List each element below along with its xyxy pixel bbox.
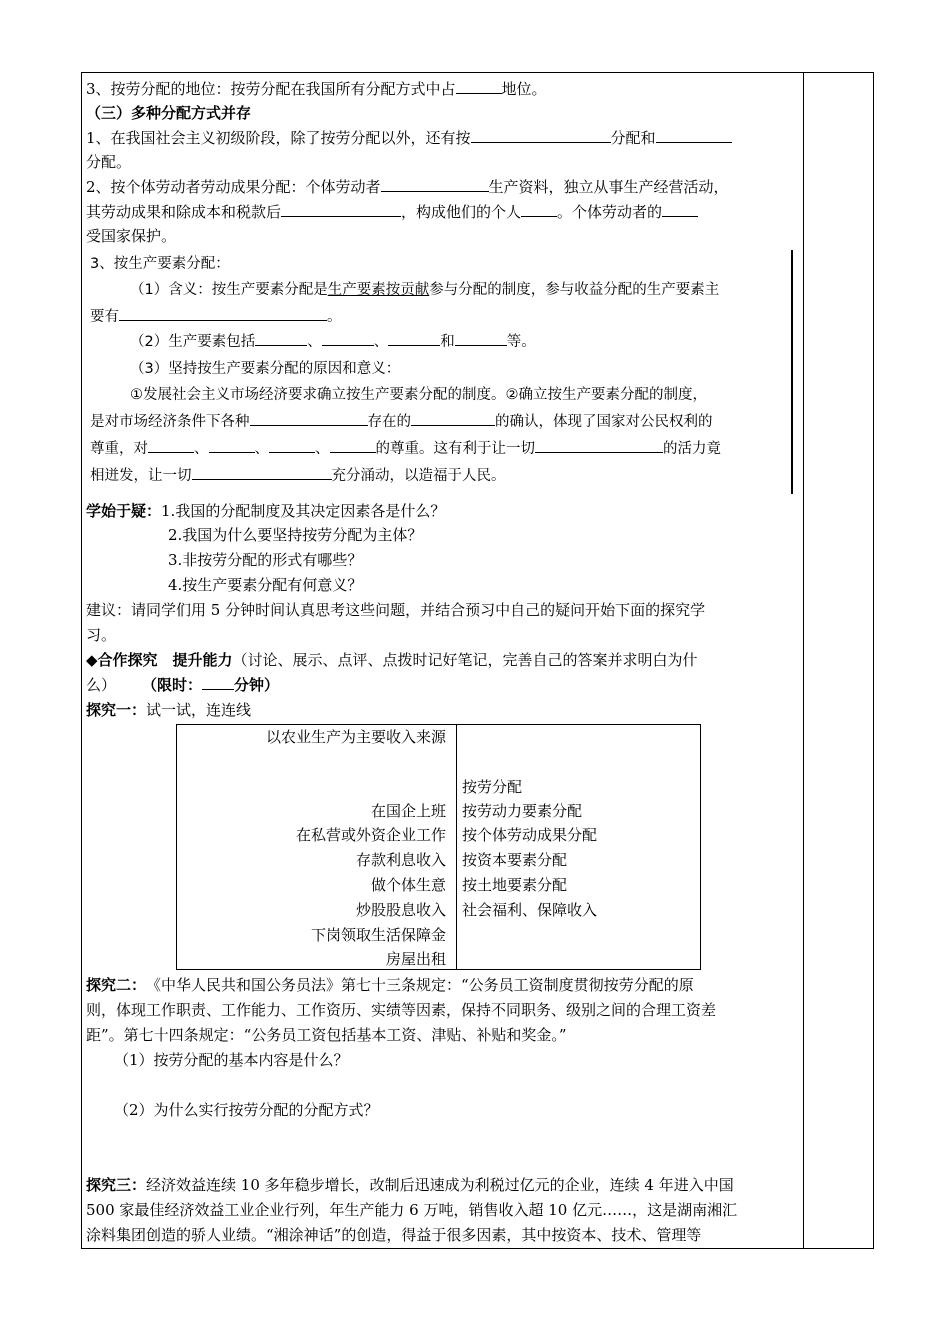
explore2-line-3: 距”。第七十四条规定：“公务员工资包括基本工资、津贴、补贴和奖金。” xyxy=(86,1026,567,1044)
match-source-item[interactable]: 在私营或外资企业工作 xyxy=(295,826,446,844)
answer-blank[interactable] xyxy=(192,465,332,480)
match-source-item[interactable]: 在国企上班 xyxy=(370,802,446,820)
item1-line: 1、在我国社会主义初级阶段，除了按劳分配以外，还有按 分配和 xyxy=(86,127,732,149)
item3-factors: （2）生产要素包括 、 、 和 等。 xyxy=(130,331,536,353)
notes-column xyxy=(804,72,874,1249)
answer-blank[interactable] xyxy=(411,411,495,426)
answer-blank[interactable] xyxy=(148,438,194,453)
coop-title: ◆合作探究 提升能力（讨论、展示、点评、点拨时记好笔记，完善自己的答案并求明白为什 xyxy=(86,651,698,669)
item2-line-3: 受国家保护。 xyxy=(86,227,177,245)
explore1-title: 探究一：试一试，连连线 xyxy=(86,701,252,719)
match-source-item[interactable]: 做个体生意 xyxy=(370,876,446,894)
answer-blank[interactable] xyxy=(322,331,374,346)
position-line: 3、按劳分配的地位：按劳分配在我国所有分配方式中占 地位。 xyxy=(86,80,547,98)
item3-definition: （1）含义：按生产要素分配是生产要素按贡献参与分配的制度，参与收益分配的生产要素主 xyxy=(130,282,720,298)
match-source-item[interactable]: 房屋出租 xyxy=(385,950,446,968)
match-target-item[interactable]: 按劳分配 xyxy=(462,778,523,796)
explore2-line-1: 探究二： 《中华人民共和国公务员法》第七十三条规定：“公务员工资制度贯彻按劳分配的原 xyxy=(86,976,694,994)
answer-blank[interactable] xyxy=(471,128,611,143)
match-source-item[interactable]: 存款利息收入 xyxy=(355,851,446,869)
answer-blank[interactable] xyxy=(456,79,502,94)
explore2-question-2: （2）为什么实行按劳分配的分配方式？ xyxy=(114,1101,379,1119)
answer-blank[interactable] xyxy=(656,128,732,143)
answer-blank[interactable] xyxy=(250,411,368,426)
answer-blank[interactable] xyxy=(255,331,307,346)
answer-blank[interactable] xyxy=(281,202,401,217)
matching-table-divider xyxy=(456,724,457,970)
coop-limit: 么） （限时： 分钟） xyxy=(86,676,280,694)
explore2-line-2: 则，体现工作职责、工作能力、工作资历、实绩等因素，保持不同职务、级别之间的合理工资差 xyxy=(86,1001,717,1019)
item3-reason-line-3: 尊重，对 、 、 、 的尊重。这有利于让一切 的活力竟 xyxy=(90,438,721,460)
item2-line-2: 其劳动成果和除成本和税款后 ，构成他们的个人 。个体劳动者的 xyxy=(86,201,698,223)
question-3: 3.非按劳分配的形式有哪些？ xyxy=(168,551,363,569)
match-target-item[interactable]: 按土地要素分配 xyxy=(462,876,568,894)
matching-right-column xyxy=(462,724,698,970)
scan-edge-line xyxy=(791,250,793,494)
item1-line-2: 分配。 xyxy=(86,153,132,171)
answer-blank[interactable] xyxy=(381,177,489,192)
answer-blank[interactable] xyxy=(535,438,663,453)
explore3-line-3: 涂料集团创造的骄人业绩。“湘涂神话”的创造，得益于很多因素，其中按资本、技术、管理等 xyxy=(86,1226,702,1244)
answer-blank[interactable] xyxy=(388,331,440,346)
item3-reason-line: ①发展社会主义市场经济要求确立按生产要素分配的制度。②确立按生产要素分配的制度， xyxy=(130,387,707,403)
answer-blank[interactable] xyxy=(202,675,234,690)
question-2: 2.我国为什么要坚持按劳分配为主体？ xyxy=(168,526,423,544)
answer-blank[interactable] xyxy=(455,331,507,346)
explore3-line-1: 探究三：经济效益连续 10 多年稳步增长，改制后迅速成为利税过亿元的企业，连续 4 年进入中国 xyxy=(86,1176,734,1194)
item3-reason-line-4: 相迸发，让一切 充分涌动，以造福于人民。 xyxy=(90,465,506,487)
matching-left-column xyxy=(176,724,446,970)
match-target-item[interactable]: 按个体劳动成果分配 xyxy=(462,826,598,844)
answer-blank[interactable] xyxy=(521,202,557,217)
suggestion-line: 建议：请同学们用 5 分钟时间认真思考这些问题，并结合预习中自己的疑问开始下面的探究学 xyxy=(86,601,706,619)
match-source-item[interactable]: 炒股股息收入 xyxy=(355,901,446,919)
section-title: （三）多种分配方式并存 xyxy=(86,104,252,122)
answer-blank[interactable] xyxy=(269,438,315,453)
match-source-item[interactable]: 下岗领取生活保障金 xyxy=(310,926,446,944)
questions-line-1: 学始于疑：1.我国的分配制度及其决定因素各是什么？ xyxy=(86,502,446,520)
explore3-line-2: 500 家最佳经济效益工业企业行列，年生产能力 6 万吨，销售收入超 10 亿元……，这是湖南湘汇 xyxy=(86,1201,738,1219)
match-target-item[interactable]: 社会福利、保障收入 xyxy=(462,901,598,919)
item3-reason-title: （3）坚持按生产要素分配的原因和意义： xyxy=(130,361,401,377)
match-target-item[interactable]: 按资本要素分配 xyxy=(462,851,568,869)
item3-title: 3、按生产要素分配： xyxy=(90,256,230,272)
item2-line: 2、按个体劳动者劳动成果分配：个体劳动者 生产资料，独立从事生产经营活动， xyxy=(86,178,729,196)
answer-blank[interactable] xyxy=(330,438,376,453)
suggestion-line-2: 习。 xyxy=(86,626,117,644)
match-source-item[interactable]: 以农业生产为主要收入来源 xyxy=(265,728,446,746)
item3-reason-line-2: 是对市场经济条件下各种 存在的 的确认，体现了国家对公民权利的 xyxy=(90,411,713,433)
item3-definition-2: 要有 。 xyxy=(90,306,342,328)
question-4: 4.按生产要素分配有何意义？ xyxy=(168,576,363,594)
match-target-item[interactable]: 按劳动力要素分配 xyxy=(462,802,583,820)
answer-blank[interactable] xyxy=(209,438,255,453)
answer-blank[interactable] xyxy=(662,202,698,217)
explore2-question-1: （1）按劳分配的基本内容是什么？ xyxy=(114,1051,349,1069)
answer-blank[interactable] xyxy=(119,306,327,321)
